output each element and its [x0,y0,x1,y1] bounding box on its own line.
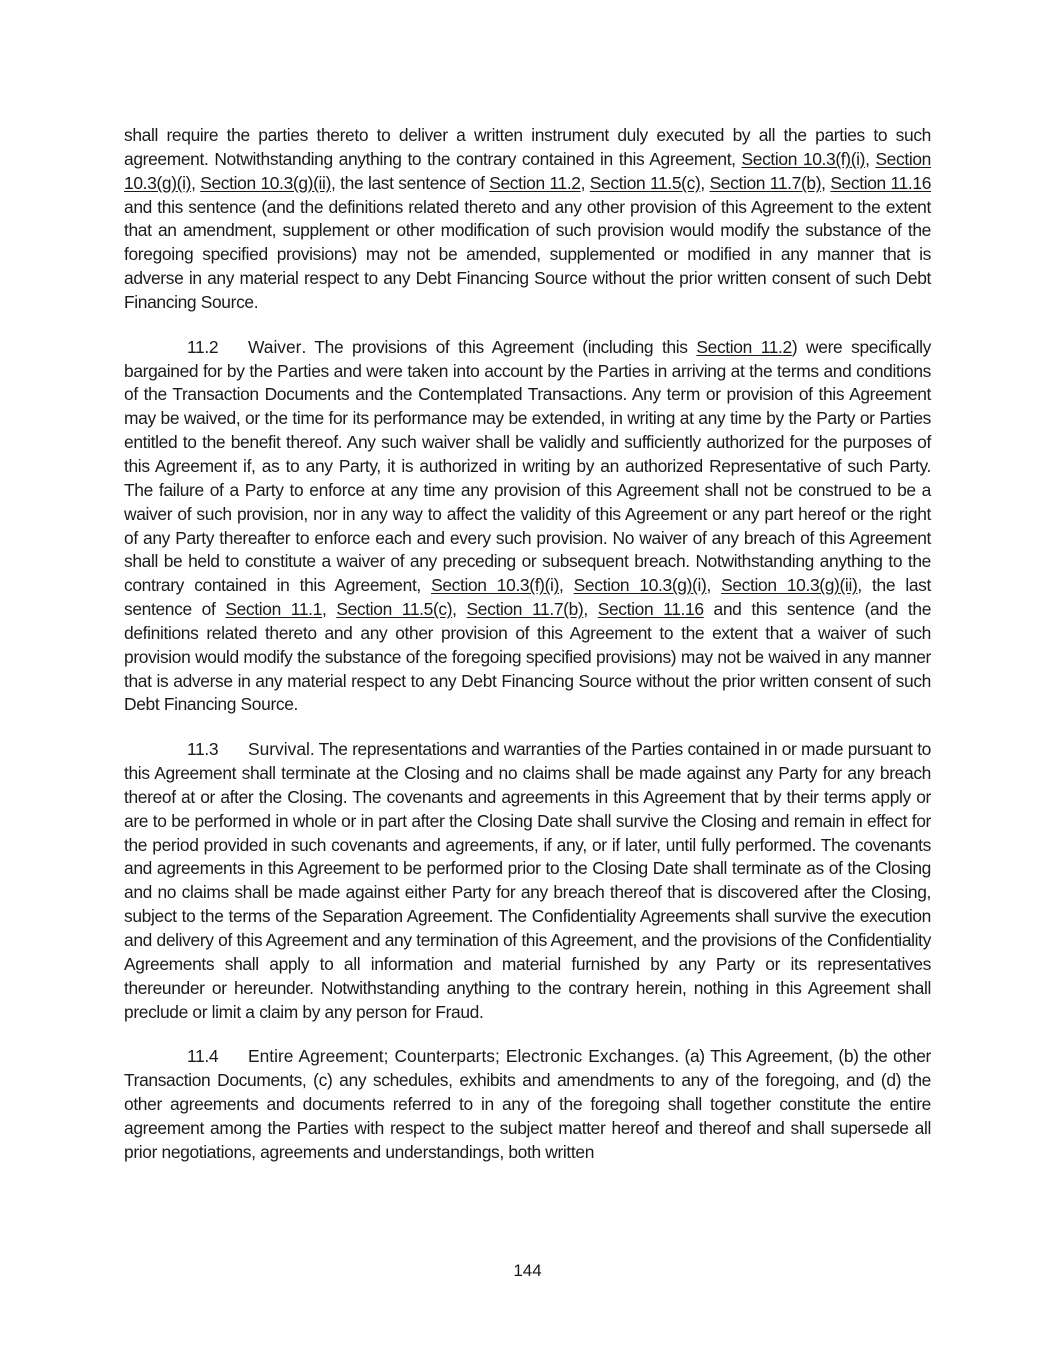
section-number: 11.4 [187,1046,219,1067]
section-reference: Section 10.3(g)(ii) [200,172,332,193]
paragraph-text: . (a) This Agreement, (b) the other Transaction Documents, (c) any schedules, exhibits and amendments to any of the foregoing, and (d) the other agreements and documents referred to in any of the foregoing shall together constitute the entire agreement among the Parties with respect to the subject matter hereof and thereof and shall supersede all prior negotiations, agreements and understandings, both written [124,1046,931,1162]
section-reference: Section 10.3(g)(ii) [721,575,858,596]
separator: , [191,172,201,193]
paragraph-text: . The representations and warranties of the Parties contained in or made pursuant to this Agreement shall terminate at the Closing and no claims shall be made against any Party for any breach thereof at or after the Closing. The covenants and agreements in this Agreement that by their terms apply or are to be performed in whole or in part after the Closing Date shall survive the Closing and remain in effect for the period provided in such covenants and agreements, if any, or if later, until fully performed. The covenants and agreements in this Agreement to be performed prior to the Closing Date shall terminate as of the Closing and no claims shall be made against either Party for any breach thereof that is discovered after the Closing, subject to the terms of the Separation Agreement. The Confidentiality Agreements shall survive the execution and delivery of this Agreement and any termination of this Agreement, and the provisions of the Confidentiality Agreements shall apply to all information and material furnished by any Party or its representatives thereunder or hereunder. Notwithstanding anything to the contrary herein, nothing in this Agreement shall preclude or limit a claim by any person for Fraud. [124,739,931,1022]
document-page [124,124,931,1186]
paragraph-text: shall require the parties thereto to deliver a written instrument duly executed by all the parties to such agreement. Notwithstanding anything to the contrary contained in this Agreement, [124,125,931,169]
separator: , [706,575,722,596]
separator: , the last sentence of [331,172,490,193]
section-11-2-paragraph [124,336,931,718]
section-reference: Section 11.2 [489,172,581,193]
section-reference: Section 11.1 [225,599,322,620]
section-reference: Section 11.16 [830,172,932,193]
section-heading: Entire Agreement; Counterparts; Electronic Exchanges [248,1046,675,1067]
page-number: 144 [513,1261,542,1280]
separator: , [452,599,467,620]
section-reference: Section 11.5(c) [336,599,453,620]
section-11-3-paragraph [124,738,931,1024]
section-reference: Section 11.16 [597,599,704,620]
separator: , [321,599,337,620]
section-11-4-paragraph [124,1045,931,1164]
separator: , [700,172,710,193]
separator: , [583,599,598,620]
section-heading: Waiver [248,336,302,357]
section-reference: Section 10.3(g)(i) [124,148,931,193]
section-reference: Section 10.3(g)(i) [573,575,707,596]
continuation-paragraph [124,124,931,315]
section-reference: Section 11.7(b) [709,172,822,193]
section-reference: Section 11.7(b) [466,599,584,620]
section-reference: Section 11.2 [696,336,792,357]
paragraph-text: and this sentence (and the definitions related thereto and any other provision of this Agreement to the extent that an amendment, supplement or other modification of such provision would modify the substance of the foregoing specified provisions) may not be amended, supplemented or modified in any manner that is adverse in any material respect to any Debt Financing Source without the prior written consent of such Debt Financing Source. [124,196,931,312]
separator: , the last sentence of [124,575,932,620]
separator: , [865,148,876,169]
separator: , [580,172,590,193]
separator: , [559,575,574,596]
paragraph-text: ) were specifically bargained for by the Parties and were taken into account by the Parties in arriving at the terms and conditions of the Transaction Documents and the Contemplated Transactions. Any term or provision of this Agreement may be waived, or the time for its performance may be extended, in writing at any time by the Party or Parties entitled to the benefit thereof. Any such waiver shall be validly and sufficiently authorized for the purposes of this Agreement if, as to any Party, it is authorized in writing by an authorized Representative of such Party. The failure of a Party to enforce at any time any provision of this Agreement shall not be construed to be a waiver of such provision, nor in any way to affect the validity of this Agreement or any part hereof or the right of any Party thereafter to enforce each and every such provision. No waiver of any breach of this Agreement shall be held to constitute a waiver of any preceding or subsequent breach. Notwithstanding anything to the contrary contained in this Agreement, [124,336,931,596]
paragraph-text: and this sentence (and the definitions related thereto and any other provision of this Agreement to the extent that a waiver of such provision would modify the substance of the foregoing specified provisions) may not be waived in any manner that is adverse in any material respect to any Debt Financing Source without the prior written consent of such Debt Financing Source. [124,599,932,715]
section-reference: Section 10.3(f)(i) [431,575,560,596]
section-reference: Section 11.5(c) [589,172,701,193]
separator: , [821,172,831,193]
section-number: 11.2 [187,336,219,357]
paragraph-text: . The provisions of this Agreement (including this [301,336,697,357]
section-reference: Section 10.3(f)(i) [741,148,866,169]
section-number: 11.3 [187,739,219,760]
section-heading: Survival [248,739,310,760]
